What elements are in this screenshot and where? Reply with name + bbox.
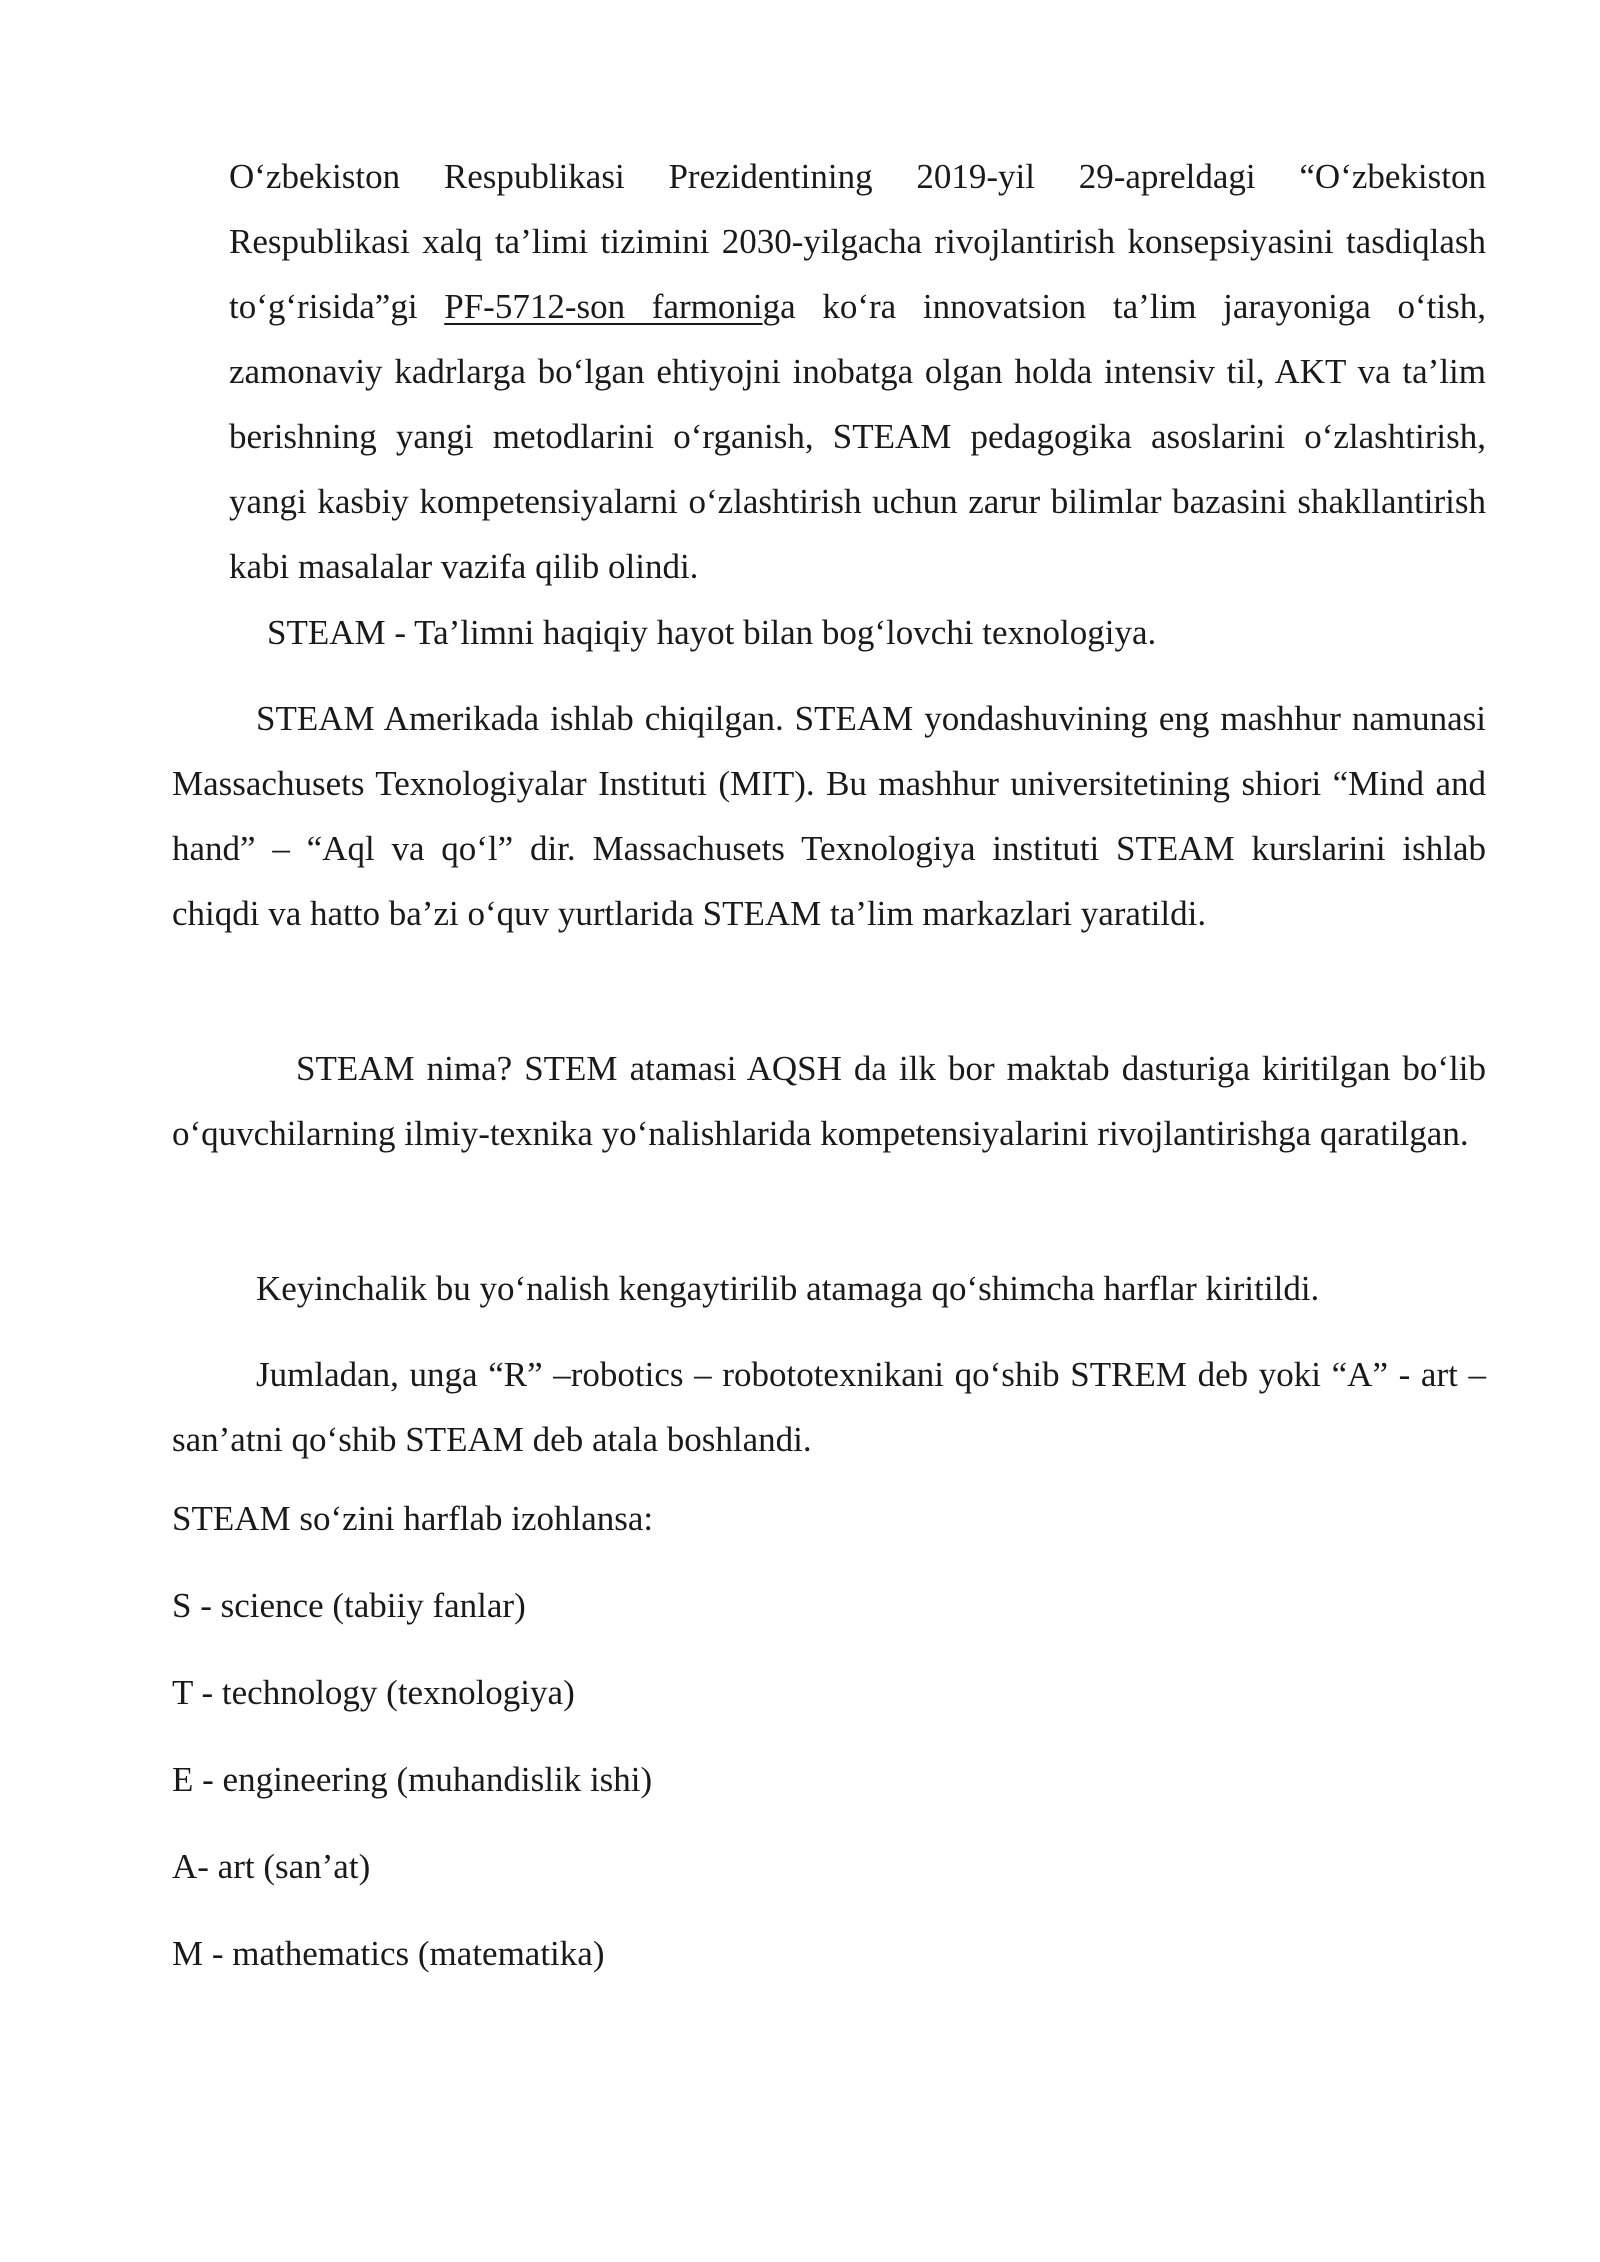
list-item-t: T - technology (texnologiya) (172, 1673, 575, 1712)
paragraph-steam-origin: STEAM Amerikada ishlab chiqilgan. STEAM yondashuvining eng mashhur namunasi Massachusets Texnologiyalar Instituti (MIT). Bu mashhur universitetining shiori “Mind and hand” – “Aql va qo‘l” dir. Massachusets Texnologiya instituti STEAM kurslarini ishlab chiqdi va hatto ba’zi o‘quv yurtlarida STEAM ta’lim markazlari yaratildi. (172, 699, 1486, 933)
list-item-m: M - mathematics (matematika) (172, 1934, 605, 1973)
intro-paragraph (229, 144, 1486, 599)
intro-link-suffix: ga (762, 287, 796, 326)
list-item-a: A- art (san’at) (172, 1847, 371, 1886)
paragraph-extension: Keyinchalik bu yo‘nalish kengaytirilib atamaga qo‘shimcha harflar kiritildi. (256, 1269, 1320, 1308)
list-item-s: S - science (tabiiy fanlar) (172, 1586, 526, 1625)
intro-text-after-link: ko‘ra innovatsion ta’lim jarayoniga o‘tish, zamonaviy kadrlarga bo‘lgan ehtiyojni inobatga olgan holda intensiv til, AKT va ta’lim berishning yangi metodlarini o‘rganish, STEAM pedagogika asoslarini o‘zlashtirish, yangi kasbiy kompetensiyalarni o‘zlashtirish uchun zarur bilimlar bazasini shakllantirish kabi masalalar vazifa qilib olindi. (229, 287, 1486, 586)
intro-text-before-link: O‘zbekiston Respublikasi Prezidentining 2019-yil 29-apreldagi “O‘zbekiston Respublikasi xalq ta’limi tizimini 2030-yilgacha rivojlantirish konsepsiyasini tasdiqlash to‘g‘risida”gi (229, 157, 1486, 326)
list-heading: STEAM so‘zini harflab izohlansa: (172, 1499, 654, 1538)
decree-link[interactable]: PF-5712-son farmoni (444, 287, 763, 326)
paragraph-steam-definition: STEAM nima? STEM atamasi AQSH da ilk bor maktab dasturiga kiritilgan bo‘lib o‘quvchilarning ilmiy-texnika yo‘nalishlarida kompetensiyalarini rivojlantirishga qaratilgan. (172, 1049, 1486, 1153)
list-item-e: E - engineering (muhandislik ishi) (172, 1760, 653, 1799)
paragraph-strem: Jumladan, unga “R” –robotics – robototexnikani qo‘shib STREM deb yoki “A” - art –san’atni qo‘shib STEAM deb atala boshlandi. (172, 1355, 1486, 1459)
subtitle: STEAM - Ta’limni haqiqiy hayot bilan bog‘lovchi texnologiya. (267, 613, 1157, 652)
